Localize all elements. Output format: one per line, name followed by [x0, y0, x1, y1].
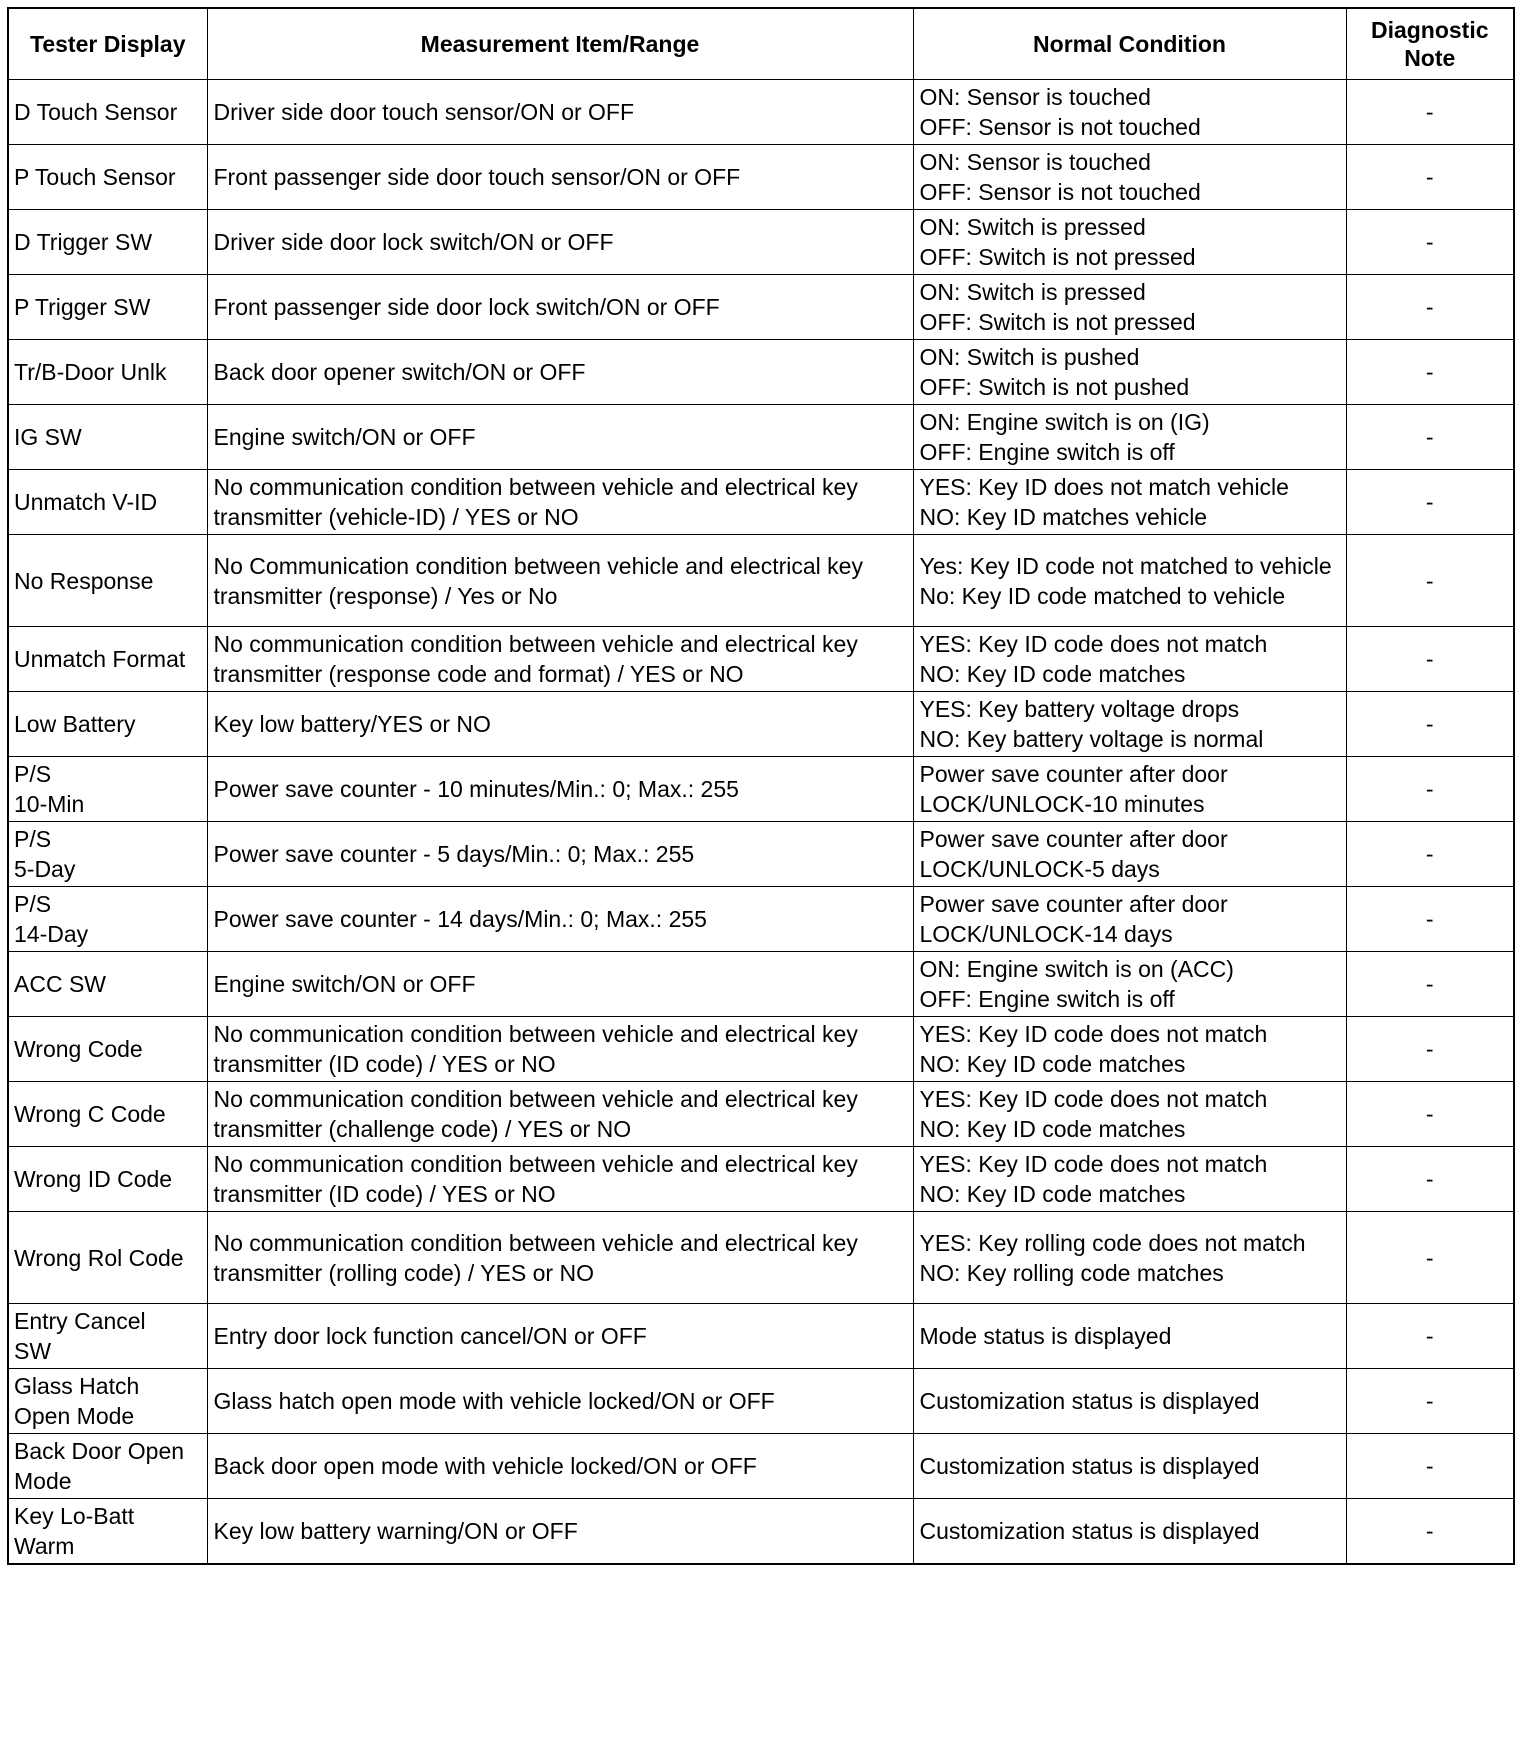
- cell-tester-display-text: D Trigger SW: [14, 229, 153, 255]
- cell-tester-display-text: Wrong ID Code: [14, 1166, 173, 1192]
- cell-measurement-item-text: Entry door lock function cancel/ON or OFF: [213, 1323, 647, 1349]
- cell-tester-display: [8, 80, 207, 145]
- cell-tester-display: [8, 887, 207, 952]
- table-row: [8, 887, 1514, 952]
- cell-normal-condition: [913, 1082, 1346, 1147]
- cell-measurement-item: [207, 1304, 913, 1369]
- cell-diagnostic-note: [1346, 627, 1514, 692]
- cell-normal-condition-text: Power save counter after door LOCK/UNLOCK-10 minutes: [919, 761, 1228, 817]
- cell-tester-display-text: ACC SW: [14, 971, 106, 997]
- cell-normal-condition: [913, 340, 1346, 405]
- cell-tester-display: [8, 757, 207, 822]
- cell-normal-condition: [913, 405, 1346, 470]
- cell-diagnostic-note-text: -: [1425, 99, 1434, 125]
- cell-normal-condition-text: Yes: Key ID code not matched to vehicle No: Key ID code matched to vehicle: [919, 552, 1332, 609]
- cell-measurement-item: [207, 627, 913, 692]
- cell-measurement-item-text: Front passenger side door touch sensor/ON or OFF: [213, 164, 741, 190]
- cell-measurement-item: [207, 210, 913, 275]
- cell-diagnostic-note: [1346, 405, 1514, 470]
- cell-tester-display: [8, 952, 207, 1017]
- cell-diagnostic-note: [1346, 1369, 1514, 1434]
- cell-diagnostic-note: [1346, 210, 1514, 275]
- table-row: [8, 1212, 1514, 1304]
- table-row: [8, 340, 1514, 405]
- cell-diagnostic-note: [1346, 1304, 1514, 1369]
- header-tester-display: Tester Display: [8, 8, 207, 80]
- cell-tester-display-text: Wrong C Code: [14, 1101, 166, 1127]
- cell-diagnostic-note-text: -: [1425, 1388, 1434, 1414]
- cell-normal-condition-text: Customization status is displayed: [919, 1517, 1260, 1544]
- cell-normal-condition-text: ON: Switch is pressed OFF: Switch is not pressed: [919, 214, 1196, 270]
- cell-measurement-item-text: No communication condition between vehicle and electrical key transmitter (rolling code) / YES or NO: [213, 1229, 858, 1286]
- cell-measurement-item: [207, 1147, 913, 1212]
- cell-normal-condition-text: YES: Key ID does not match vehicle NO: Key ID matches vehicle: [919, 474, 1289, 530]
- cell-diagnostic-note: [1346, 757, 1514, 822]
- table-row: [8, 1082, 1514, 1147]
- cell-normal-condition-text: YES: Key ID code does not match NO: Key ID code matches: [919, 1151, 1268, 1207]
- cell-tester-display: [8, 1304, 207, 1369]
- cell-measurement-item: [207, 887, 913, 952]
- cell-tester-display: [8, 1369, 207, 1434]
- cell-diagnostic-note-text: -: [1425, 1517, 1434, 1544]
- cell-tester-display-text: Key Lo-Batt Warm: [14, 1502, 135, 1559]
- cell-measurement-item: [207, 1017, 913, 1082]
- cell-diagnostic-note-text: -: [1425, 646, 1434, 672]
- table-row: [8, 470, 1514, 535]
- cell-normal-condition-text: YES: Key ID code does not match NO: Key ID code matches: [919, 1021, 1268, 1077]
- cell-tester-display-text: P Trigger SW: [14, 294, 151, 320]
- cell-diagnostic-note-text: -: [1425, 489, 1434, 515]
- cell-tester-display-text: Wrong Code: [14, 1036, 143, 1062]
- table-row: [8, 1147, 1514, 1212]
- cell-normal-condition: [913, 692, 1346, 757]
- cell-normal-condition: [913, 275, 1346, 340]
- cell-diagnostic-note: [1346, 1147, 1514, 1212]
- cell-measurement-item-text: Back door open mode with vehicle locked/ON or OFF: [213, 1453, 757, 1479]
- cell-measurement-item-text: Back door opener switch/ON or OFF: [213, 359, 586, 385]
- cell-diagnostic-note: [1346, 275, 1514, 340]
- cell-tester-display: [8, 1017, 207, 1082]
- cell-measurement-item-text: No communication condition between vehicle and electrical key transmitter (response code and format) / YES or NO: [213, 631, 858, 687]
- cell-measurement-item-text: No communication condition between vehicle and electrical key transmitter (challenge code) / YES or NO: [213, 1086, 858, 1142]
- cell-normal-condition-text: YES: Key ID code does not match NO: Key ID code matches: [919, 631, 1268, 687]
- cell-normal-condition-text: ON: Sensor is touched OFF: Sensor is not touched: [919, 149, 1201, 205]
- cell-diagnostic-note: [1346, 952, 1514, 1017]
- cell-measurement-item: [207, 145, 913, 210]
- cell-diagnostic-note: [1346, 887, 1514, 952]
- cell-tester-display-text: P Touch Sensor: [14, 164, 176, 190]
- cell-tester-display: [8, 275, 207, 340]
- data-monitor-table: [7, 7, 1515, 1565]
- cell-diagnostic-note-text: -: [1425, 971, 1434, 997]
- cell-tester-display-text: No Response: [14, 567, 154, 594]
- cell-diagnostic-note-text: -: [1425, 424, 1434, 450]
- cell-diagnostic-note-text: -: [1425, 1323, 1434, 1349]
- cell-tester-display: [8, 340, 207, 405]
- cell-tester-display-text: Unmatch V-ID: [14, 489, 158, 515]
- cell-normal-condition-text: ON: Switch is pushed OFF: Switch is not pushed: [919, 344, 1190, 400]
- cell-diagnostic-note-text: -: [1425, 1036, 1434, 1062]
- cell-normal-condition: [913, 1369, 1346, 1434]
- cell-measurement-item: [207, 1369, 913, 1434]
- cell-tester-display: [8, 692, 207, 757]
- header-diagnostic-note: Diagnostic Note: [1346, 8, 1514, 80]
- cell-measurement-item: [207, 405, 913, 470]
- cell-tester-display: [8, 145, 207, 210]
- cell-diagnostic-note-text: -: [1425, 164, 1434, 190]
- cell-diagnostic-note: [1346, 822, 1514, 887]
- cell-normal-condition: [913, 757, 1346, 822]
- cell-diagnostic-note-text: -: [1425, 359, 1434, 385]
- cell-diagnostic-note-text: -: [1425, 906, 1434, 932]
- cell-measurement-item-text: Key low battery warning/ON or OFF: [213, 1517, 578, 1544]
- cell-tester-display-text: Unmatch Format: [14, 646, 186, 672]
- cell-tester-display: [8, 1147, 207, 1212]
- cell-normal-condition: [913, 535, 1346, 627]
- cell-measurement-item: [207, 952, 913, 1017]
- cell-measurement-item-text: Engine switch/ON or OFF: [213, 971, 476, 997]
- cell-normal-condition-text: ON: Engine switch is on (ACC) OFF: Engine switch is off: [919, 956, 1234, 1012]
- cell-measurement-item-text: No Communication condition between vehicle and electrical key transmitter (response) / Yes or No: [213, 552, 863, 609]
- cell-tester-display: [8, 822, 207, 887]
- cell-diagnostic-note: [1346, 340, 1514, 405]
- cell-normal-condition: [913, 80, 1346, 145]
- table-row: [8, 275, 1514, 340]
- cell-diagnostic-note-text: -: [1425, 711, 1434, 737]
- cell-normal-condition: [913, 145, 1346, 210]
- table-row: [8, 757, 1514, 822]
- cell-tester-display: [8, 470, 207, 535]
- table-row: [8, 952, 1514, 1017]
- table-row: [8, 692, 1514, 757]
- cell-measurement-item: [207, 757, 913, 822]
- cell-normal-condition-text: Power save counter after door LOCK/UNLOCK-14 days: [919, 891, 1228, 947]
- cell-normal-condition-text: ON: Switch is pressed OFF: Switch is not pressed: [919, 279, 1196, 335]
- cell-normal-condition: [913, 1212, 1346, 1304]
- cell-diagnostic-note-text: -: [1425, 1453, 1434, 1479]
- cell-measurement-item: [207, 1082, 913, 1147]
- table-row: [8, 145, 1514, 210]
- cell-measurement-item: [207, 535, 913, 627]
- cell-tester-display: [8, 405, 207, 470]
- table-row: [8, 1304, 1514, 1369]
- cell-measurement-item-text: Driver side door lock switch/ON or OFF: [213, 229, 614, 255]
- cell-measurement-item: [207, 470, 913, 535]
- cell-tester-display: [8, 1499, 207, 1564]
- cell-measurement-item: [207, 275, 913, 340]
- cell-diagnostic-note: [1346, 1499, 1514, 1564]
- cell-normal-condition: [913, 627, 1346, 692]
- cell-normal-condition-text: Power save counter after door LOCK/UNLOCK-5 days: [919, 826, 1228, 882]
- header-normal-condition: Normal Condition: [913, 8, 1346, 80]
- table-row: [8, 822, 1514, 887]
- cell-tester-display: [8, 1434, 207, 1499]
- cell-measurement-item-text: Key low battery/YES or NO: [213, 711, 491, 737]
- cell-tester-display-text: Tr/B-Door Unlk: [14, 359, 167, 385]
- cell-normal-condition: [913, 822, 1346, 887]
- cell-measurement-item-text: Front passenger side door lock switch/ON or OFF: [213, 294, 720, 320]
- cell-measurement-item-text: Power save counter - 10 minutes/Min.: 0; Max.: 255: [213, 776, 739, 802]
- cell-diagnostic-note: [1346, 1212, 1514, 1304]
- cell-tester-display: [8, 1212, 207, 1304]
- cell-normal-condition: [913, 952, 1346, 1017]
- cell-measurement-item-text: No communication condition between vehicle and electrical key transmitter (vehicle-ID) / YES or NO: [213, 474, 858, 530]
- cell-normal-condition: [913, 1147, 1346, 1212]
- cell-tester-display-text: IG SW: [14, 424, 82, 450]
- cell-measurement-item: [207, 692, 913, 757]
- table-row: [8, 627, 1514, 692]
- cell-tester-display-text: Back Door Open Mode: [14, 1438, 185, 1494]
- cell-measurement-item: [207, 1212, 913, 1304]
- table-row: [8, 1017, 1514, 1082]
- cell-normal-condition-text: YES: Key rolling code does not match NO: Key rolling code matches: [919, 1229, 1306, 1286]
- cell-tester-display: [8, 1082, 207, 1147]
- cell-diagnostic-note: [1346, 145, 1514, 210]
- cell-normal-condition-text: ON: Sensor is touched OFF: Sensor is not touched: [919, 84, 1201, 140]
- cell-diagnostic-note-text: -: [1425, 1166, 1434, 1192]
- header-row: [8, 8, 1514, 80]
- cell-normal-condition-text: YES: Key ID code does not match NO: Key ID code matches: [919, 1086, 1268, 1142]
- cell-diagnostic-note: [1346, 1434, 1514, 1499]
- table-row: [8, 405, 1514, 470]
- cell-measurement-item: [207, 340, 913, 405]
- cell-tester-display-text: P/S 10-Min: [14, 761, 85, 817]
- cell-measurement-item: [207, 822, 913, 887]
- cell-diagnostic-note-text: -: [1425, 567, 1434, 594]
- cell-tester-display-text: Glass Hatch Open Mode: [14, 1373, 140, 1429]
- cell-measurement-item-text: No communication condition between vehicle and electrical key transmitter (ID code) / YES or NO: [213, 1021, 858, 1077]
- cell-measurement-item-text: Engine switch/ON or OFF: [213, 424, 476, 450]
- cell-diagnostic-note-text: -: [1425, 229, 1434, 255]
- cell-tester-display-text: Wrong Rol Code: [14, 1244, 184, 1271]
- cell-normal-condition-text: ON: Engine switch is on (IG) OFF: Engine switch is off: [919, 409, 1210, 465]
- cell-normal-condition-text: Customization status is displayed: [919, 1453, 1260, 1479]
- cell-measurement-item: [207, 1434, 913, 1499]
- cell-normal-condition: [913, 1499, 1346, 1564]
- table-row: [8, 80, 1514, 145]
- cell-normal-condition: [913, 887, 1346, 952]
- table-row: [8, 1499, 1514, 1564]
- cell-measurement-item: [207, 80, 913, 145]
- cell-tester-display-text: P/S 14-Day: [14, 891, 89, 947]
- cell-diagnostic-note: [1346, 692, 1514, 757]
- cell-diagnostic-note-text: -: [1425, 1244, 1434, 1271]
- table-row: [8, 535, 1514, 627]
- cell-normal-condition-text: YES: Key battery voltage drops NO: Key battery voltage is normal: [919, 696, 1264, 752]
- cell-normal-condition: [913, 1304, 1346, 1369]
- cell-tester-display: [8, 210, 207, 275]
- cell-diagnostic-note-text: -: [1425, 1101, 1434, 1127]
- cell-normal-condition: [913, 1017, 1346, 1082]
- cell-measurement-item-text: Driver side door touch sensor/ON or OFF: [213, 99, 635, 125]
- cell-diagnostic-note-text: -: [1425, 841, 1434, 867]
- cell-normal-condition-text: Mode status is displayed: [919, 1323, 1172, 1349]
- cell-diagnostic-note: [1346, 1082, 1514, 1147]
- cell-normal-condition: [913, 210, 1346, 275]
- cell-tester-display: [8, 535, 207, 627]
- cell-measurement-item-text: Glass hatch open mode with vehicle locked/ON or OFF: [213, 1388, 775, 1414]
- cell-diagnostic-note-text: -: [1425, 776, 1434, 802]
- header-measurement-item: Measurement Item/Range: [207, 8, 913, 80]
- cell-diagnostic-note: [1346, 535, 1514, 627]
- cell-measurement-item: [207, 1499, 913, 1564]
- cell-tester-display: [8, 627, 207, 692]
- cell-diagnostic-note: [1346, 80, 1514, 145]
- cell-normal-condition: [913, 1434, 1346, 1499]
- cell-tester-display-text: P/S 5-Day: [14, 826, 76, 882]
- table-row: [8, 1369, 1514, 1434]
- cell-tester-display-text: Entry Cancel SW: [14, 1308, 146, 1364]
- cell-diagnostic-note: [1346, 470, 1514, 535]
- cell-measurement-item-text: Power save counter - 14 days/Min.: 0; Max.: 255: [213, 906, 707, 932]
- table-row: [8, 1434, 1514, 1499]
- cell-normal-condition-text: Customization status is displayed: [919, 1388, 1260, 1414]
- cell-tester-display-text: D Touch Sensor: [14, 99, 178, 125]
- cell-normal-condition: [913, 470, 1346, 535]
- cell-tester-display-text: Low Battery: [14, 711, 136, 737]
- cell-measurement-item-text: Power save counter - 5 days/Min.: 0; Max.: 255: [213, 841, 695, 867]
- table-row: [8, 210, 1514, 275]
- cell-diagnostic-note-text: -: [1425, 294, 1434, 320]
- cell-measurement-item-text: No communication condition between vehicle and electrical key transmitter (ID code) / YES or NO: [213, 1151, 858, 1207]
- cell-diagnostic-note: [1346, 1017, 1514, 1082]
